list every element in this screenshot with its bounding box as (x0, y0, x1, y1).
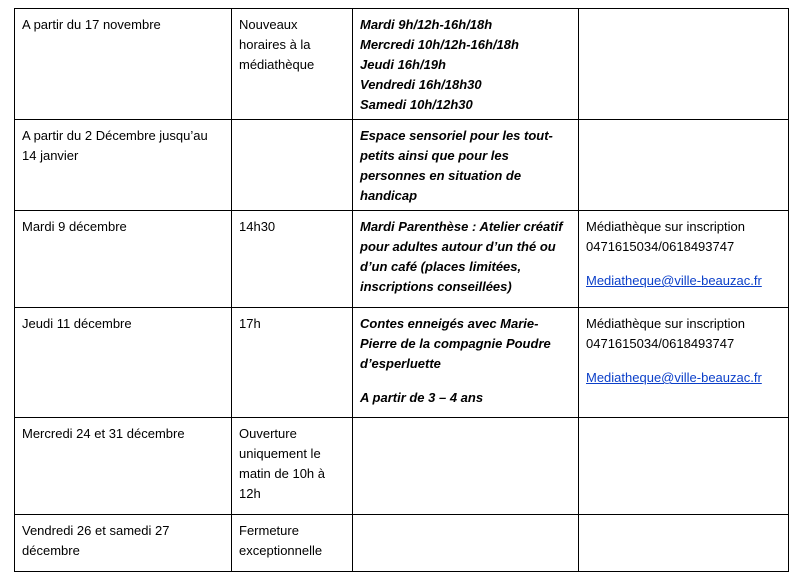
info-cell (579, 515, 789, 572)
time-cell (232, 515, 353, 572)
date-text: Vendredi 26 et samedi 27 décembre (22, 523, 170, 558)
event-cell (353, 418, 579, 515)
date-text: Mercredi 24 et 31 décembre (22, 426, 185, 441)
info-cell (579, 9, 789, 120)
hours-line: Mardi 9h/12h-16h/18h (360, 17, 493, 32)
date-cell (15, 9, 232, 120)
info-cell (579, 211, 789, 308)
time-cell (232, 120, 353, 211)
event-cell (353, 120, 579, 211)
time-cell (232, 9, 353, 120)
age-note: A partir de 3 – 4 ans (360, 390, 484, 405)
table-row (15, 308, 789, 418)
event-cell (353, 211, 579, 308)
email-link[interactable]: Mediatheque@ville-beauzac.fr (586, 370, 762, 385)
date-text: A partir du 2 Décembre jusqu’au 14 janvier (22, 128, 208, 163)
hours-line: Mercredi 10h/12h-16h/18h (360, 37, 519, 52)
date-cell (15, 308, 232, 418)
table-row (15, 9, 789, 120)
info-title: Médiathèque sur inscription (586, 316, 745, 331)
time-text: 14h30 (239, 219, 276, 234)
date-cell (15, 211, 232, 308)
event-text: Contes enneigés avec Marie-Pierre de la compagnie Poudre d’esperluette (360, 316, 551, 371)
time-text: 17h (239, 316, 261, 331)
hours-line: Samedi 10h/12h30 (360, 97, 473, 112)
hours-line: Vendredi 16h/18h30 (360, 77, 482, 92)
date-text: A partir du 17 novembre (22, 17, 161, 32)
table-row (15, 515, 789, 572)
table-row (15, 120, 789, 211)
time-text: Nouveaux horaires à la médiathèque (239, 17, 315, 72)
info-cell (579, 308, 789, 418)
event-text: Mardi Parenthèse : Atelier créatif pour adultes autour d’un thé ou d’un café (places limitées, inscriptions conseillées) (360, 219, 563, 294)
date-cell (15, 418, 232, 515)
table-row (15, 418, 789, 515)
time-text: Fermeture exceptionnelle (239, 523, 323, 558)
event-cell (353, 9, 579, 120)
date-text: Mardi 9 décembre (22, 219, 127, 234)
phone-number: 0471615034/0618493747 (586, 336, 735, 351)
phone-number: 0471615034/0618493747 (586, 239, 735, 254)
email-link[interactable]: Mediatheque@ville-beauzac.fr (586, 273, 762, 288)
date-text: Jeudi 11 décembre (22, 316, 132, 331)
event-cell (353, 515, 579, 572)
info-cell (579, 120, 789, 211)
hours-line: Jeudi 16h/19h (360, 57, 446, 72)
info-cell (579, 418, 789, 515)
time-cell (232, 418, 353, 515)
time-cell (232, 308, 353, 418)
table-row (15, 211, 789, 308)
event-cell (353, 308, 579, 418)
info-title: Médiathèque sur inscription (586, 219, 745, 234)
time-text: Ouverture uniquement le matin de 10h à 12h (239, 426, 326, 501)
date-cell (15, 515, 232, 572)
event-text: Espace sensoriel pour les tout-petits ainsi que pour les personnes en situation de handicap (360, 128, 553, 203)
time-cell (232, 211, 353, 308)
schedule-table (14, 8, 789, 572)
date-cell (15, 120, 232, 211)
